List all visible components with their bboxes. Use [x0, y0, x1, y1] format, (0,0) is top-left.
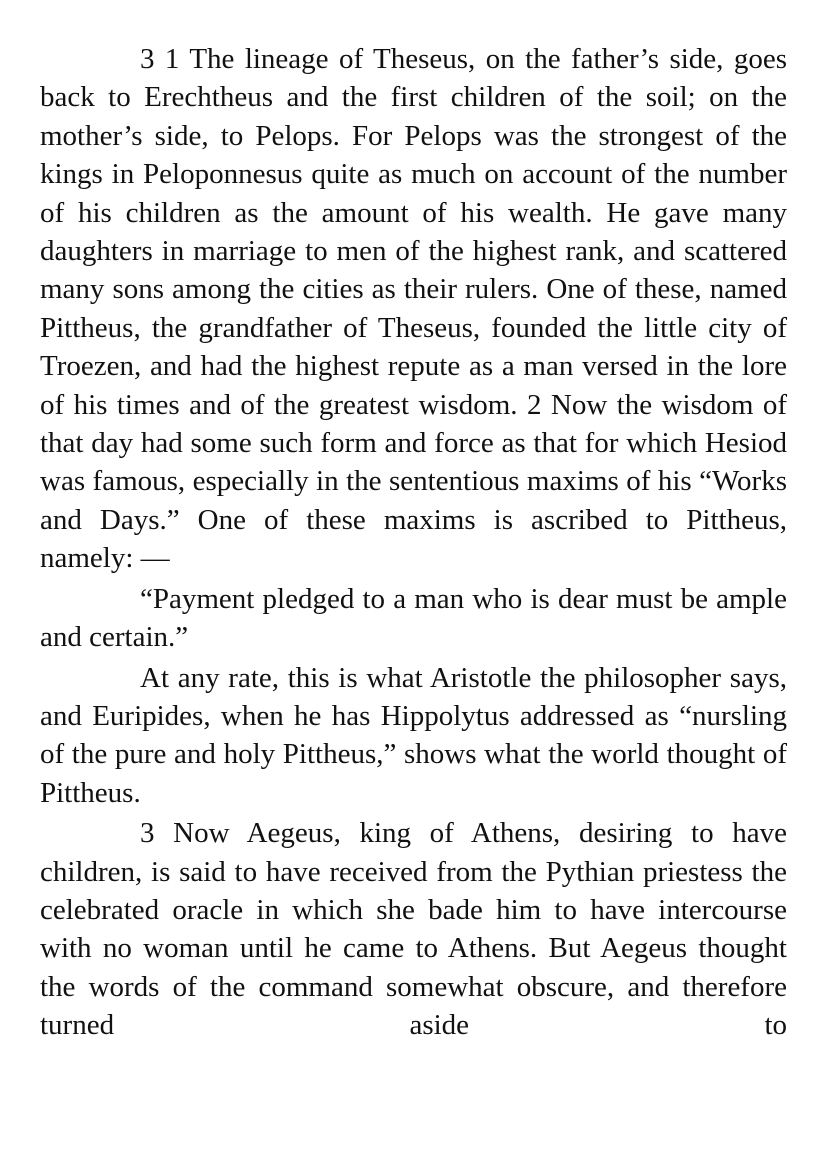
paragraph-maxim-quote: “Payment pledged to a man who is dear must be ample and certain.” — [40, 582, 787, 654]
paragraph-theseus-lineage: 3 1 The lineage of Theseus, on the father’s side, goes back to Erechtheus and the first children of the soil; on the mother’s side, to Pelops. For Pelops was the strongest of the kings in Peloponnesus quite as much on account of the number of his children as the amount of his wealth. He gave many daughters in marriage to men of the highest rank, and scattered many sons among the cities as their rulers. One of these, named Pittheus, the grandfather of Theseus, founded the little city of Troezen, and had the highest repute as a man versed in the lore of his times and of the greatest wisdom. 2 Now the wisdom of that day had some such form and force as that for which Hesiod was famous, especially in the sententious maxims of his “Works and Days.” One of these maxims is ascribed to Pittheus, namely: — — [40, 43, 787, 575]
paragraph-aristotle-euripides: At any rate, this is what Aristotle the philosopher says, and Euripides, when he has Hippolytus addressed as “nursling of the pure and holy Pittheus,” shows what the world thought of Pittheus. — [40, 661, 787, 809]
paragraph-aegeus-oracle: 3 Now Aegeus, king of Athens, desiring to have children, is said to have received from the Pythian priestess the celebrated oracle in which she bade him to have intercourse with no woman until he came to Athens. But Aegeus thought the words of the command somewhat obscure, and therefore turned aside to — [40, 817, 787, 1042]
document-page — [40, 40, 787, 1047]
